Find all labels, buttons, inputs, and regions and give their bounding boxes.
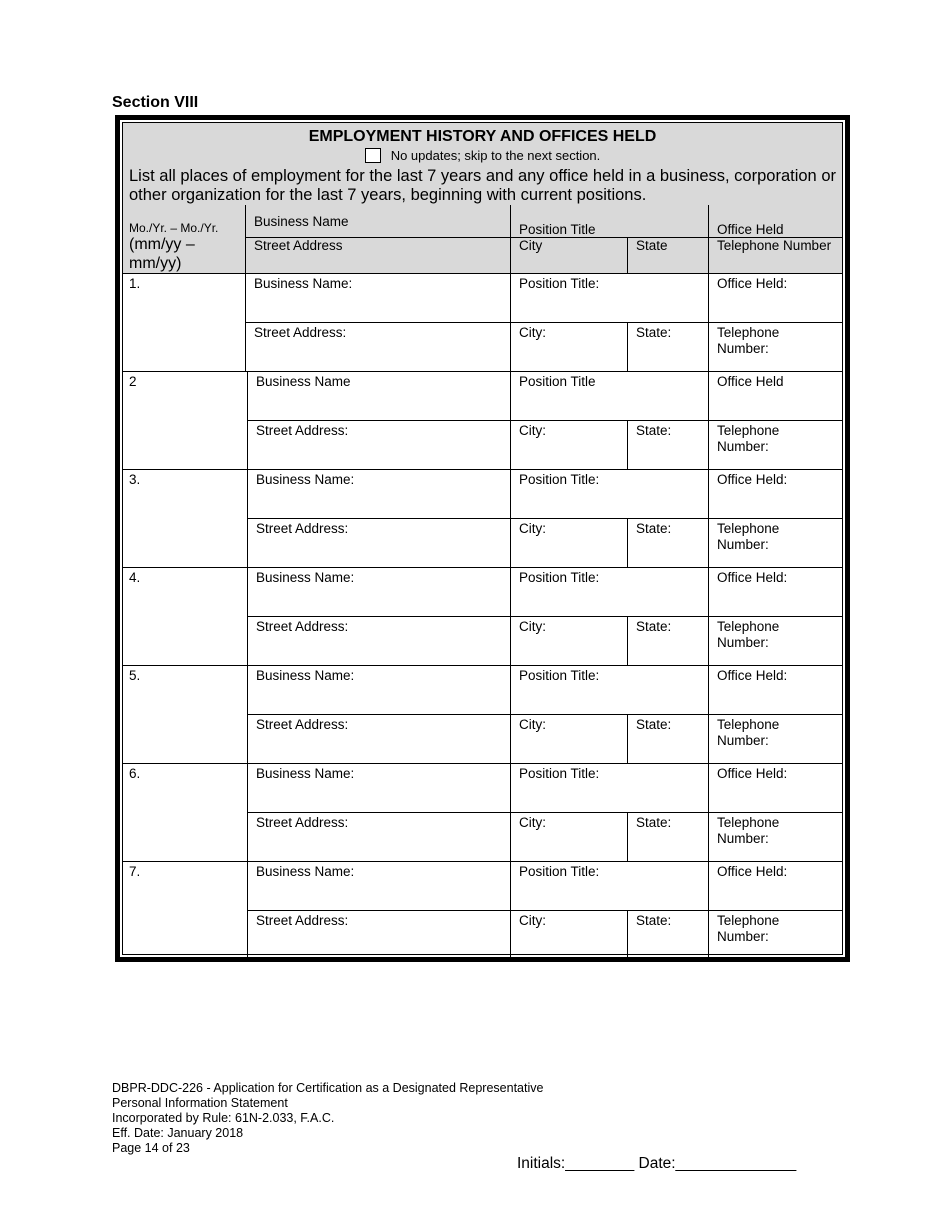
- table-header: [123, 123, 842, 206]
- divider: [123, 763, 842, 764]
- entry-number[interactable]: 4.: [129, 570, 141, 585]
- street-address-field[interactable]: Street Address:: [256, 521, 349, 536]
- position-title-field[interactable]: Position Title:: [519, 472, 600, 487]
- divider: [123, 469, 842, 470]
- employment-history-table: [115, 115, 850, 962]
- business-name-header: Business Name: [254, 214, 349, 229]
- entry-number[interactable]: 7.: [129, 864, 141, 879]
- divider: [627, 616, 628, 665]
- dates-format-header: (mm/yy – mm/yy): [129, 236, 195, 272]
- no-updates-checkbox[interactable]: [365, 148, 381, 163]
- form-effective-date: Eff. Date: January 2018: [112, 1126, 244, 1140]
- street-address-field[interactable]: Street Address:: [254, 325, 347, 340]
- office-held-field[interactable]: Office Held: [717, 374, 784, 389]
- office-held-field[interactable]: Office Held:: [717, 864, 788, 879]
- telephone-field[interactable]: Telephone Number:: [717, 717, 780, 748]
- telephone-field[interactable]: Telephone Number:: [717, 815, 780, 846]
- business-name-field[interactable]: Business Name:: [256, 472, 355, 487]
- state-field[interactable]: State:: [636, 815, 672, 830]
- section-label: Section VIII: [112, 94, 199, 111]
- divider: [627, 420, 628, 469]
- street-address-field[interactable]: Street Address:: [256, 913, 349, 928]
- position-title-field[interactable]: Position Title:: [519, 864, 600, 879]
- divider: [123, 861, 842, 862]
- position-title-header: Position Title: [519, 222, 596, 237]
- city-field[interactable]: City:: [519, 717, 546, 732]
- divider: [627, 714, 628, 763]
- entry-number[interactable]: 6.: [129, 766, 141, 781]
- business-name-field[interactable]: Business Name:: [254, 276, 353, 291]
- divider: [247, 910, 842, 911]
- business-name-field[interactable]: Business Name:: [256, 570, 355, 585]
- city-header: City: [519, 238, 543, 253]
- divider: [247, 812, 842, 813]
- divider: [123, 665, 842, 666]
- position-title-field[interactable]: Position Title:: [519, 276, 600, 291]
- street-address-field[interactable]: Street Address:: [256, 717, 349, 732]
- divider: [627, 518, 628, 567]
- telephone-field[interactable]: Telephone Number:: [717, 619, 780, 650]
- divider: [627, 322, 628, 371]
- telephone-header: Telephone Number: [717, 238, 832, 253]
- no-updates-row: [123, 148, 842, 163]
- city-field[interactable]: City:: [519, 521, 546, 536]
- business-name-field[interactable]: Business Name: [256, 374, 351, 389]
- street-address-field[interactable]: Street Address:: [256, 423, 349, 438]
- street-address-field[interactable]: Street Address:: [256, 815, 349, 830]
- divider: [708, 205, 709, 273]
- divider: [627, 812, 628, 861]
- table-inner: [122, 122, 843, 955]
- divider: [627, 237, 628, 273]
- divider: [627, 910, 628, 959]
- street-address-header: Street Address: [254, 238, 343, 253]
- form-number: DBPR-DDC-226 - Application for Certification as a Designated Representative: [112, 1081, 544, 1095]
- state-field[interactable]: State:: [636, 717, 672, 732]
- footer: [112, 1081, 543, 1156]
- divider: [247, 714, 842, 715]
- instructions: List all places of employment for the last 7 years and any office held in a business, corporation or other organization for the last 7 years, beginning with current positions.: [129, 167, 836, 204]
- divider: [245, 322, 842, 323]
- office-held-header: Office Held: [717, 222, 784, 237]
- initials-date-line: Initials:________ Date:______________: [517, 1155, 797, 1172]
- position-title-field[interactable]: Position Title:: [519, 668, 600, 683]
- divider: [123, 959, 842, 960]
- divider: [247, 420, 842, 421]
- table-title: EMPLOYMENT HISTORY AND OFFICES HELD: [308, 128, 657, 145]
- office-held-field[interactable]: Office Held:: [717, 668, 788, 683]
- entry-number[interactable]: 2: [129, 374, 137, 389]
- business-name-field[interactable]: Business Name:: [256, 766, 355, 781]
- telephone-field[interactable]: Telephone Number:: [717, 423, 780, 454]
- office-held-field[interactable]: Office Held:: [717, 766, 788, 781]
- position-title-field[interactable]: Position Title: [519, 374, 596, 389]
- state-field[interactable]: State:: [636, 619, 672, 634]
- business-name-field[interactable]: Business Name:: [256, 668, 355, 683]
- form-rule: Incorporated by Rule: 61N-2.033, F.A.C.: [112, 1111, 335, 1125]
- entry-number[interactable]: 1.: [129, 276, 141, 291]
- street-address-field[interactable]: Street Address:: [256, 619, 349, 634]
- column-header: [123, 205, 842, 274]
- state-field[interactable]: State:: [636, 913, 672, 928]
- telephone-field[interactable]: Telephone Number:: [717, 521, 780, 552]
- state-field[interactable]: State:: [636, 521, 672, 536]
- page-number: Page 14 of 23: [112, 1141, 190, 1155]
- office-held-field[interactable]: Office Held:: [717, 472, 788, 487]
- no-updates-label: No updates; skip to the next section.: [390, 148, 601, 163]
- dates-column-header: Mo./Yr. – Mo./Yr.: [129, 221, 219, 235]
- telephone-field[interactable]: Telephone Number:: [717, 325, 780, 356]
- state-header: State: [636, 238, 668, 253]
- office-held-field[interactable]: Office Held:: [717, 570, 788, 585]
- state-field[interactable]: State:: [636, 423, 672, 438]
- business-name-field[interactable]: Business Name:: [256, 864, 355, 879]
- divider: [123, 567, 842, 568]
- city-field[interactable]: City:: [519, 619, 546, 634]
- office-held-field[interactable]: Office Held:: [717, 276, 788, 291]
- entry-number[interactable]: 3.: [129, 472, 141, 487]
- city-field[interactable]: City:: [519, 423, 546, 438]
- divider: [247, 616, 842, 617]
- telephone-field[interactable]: Telephone Number:: [717, 913, 780, 944]
- position-title-field[interactable]: Position Title:: [519, 766, 600, 781]
- city-field[interactable]: City:: [519, 913, 546, 928]
- entry-number[interactable]: 5.: [129, 668, 141, 683]
- position-title-field[interactable]: Position Title:: [519, 570, 600, 585]
- divider: [510, 205, 511, 273]
- divider: [247, 518, 842, 519]
- divider: [123, 371, 842, 372]
- city-field[interactable]: City:: [519, 815, 546, 830]
- state-field[interactable]: State:: [636, 325, 672, 340]
- city-field[interactable]: City:: [519, 325, 546, 340]
- form-subtitle: Personal Information Statement: [112, 1096, 288, 1110]
- divider: [245, 205, 246, 273]
